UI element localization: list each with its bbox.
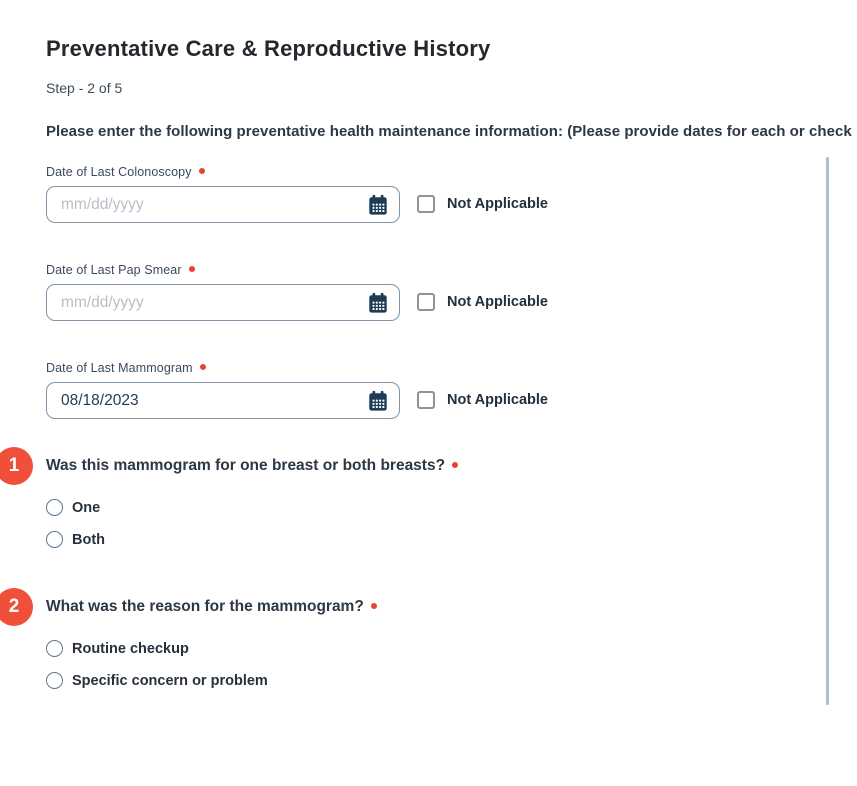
pap-smear-date-input[interactable] — [46, 284, 400, 321]
not-applicable-label: Not Applicable — [447, 294, 548, 310]
radio-option-specific-concern[interactable] — [46, 672, 268, 689]
date-input-wrap — [46, 284, 400, 321]
question-number-badge: 2 — [0, 588, 33, 626]
required-dot-icon — [189, 266, 195, 272]
page-title: Preventative Care & Reproductive History — [46, 36, 491, 61]
required-dot-icon — [371, 603, 377, 609]
date-input-wrap — [46, 382, 400, 419]
not-applicable-checkbox[interactable] — [417, 391, 435, 409]
calendar-icon — [367, 194, 389, 216]
field-mammogram — [46, 361, 806, 427]
radio-label: Routine checkup — [72, 640, 189, 657]
radio-label: One — [72, 499, 101, 516]
not-applicable-row — [417, 293, 548, 311]
radio-option-one[interactable] — [46, 499, 100, 516]
step-indicator: Step - 2 of 5 — [46, 80, 123, 96]
question-text: What was the reason for the mammogram? — [46, 598, 377, 616]
not-applicable-checkbox[interactable] — [417, 195, 435, 213]
field-colonoscopy — [46, 165, 806, 231]
scrollbar-thumb[interactable] — [826, 157, 829, 705]
question-number-badge: 1 — [0, 447, 33, 485]
calendar-button[interactable] — [366, 193, 390, 217]
radio-icon[interactable] — [46, 531, 63, 548]
calendar-button[interactable] — [366, 291, 390, 315]
radio-icon[interactable] — [46, 640, 63, 657]
radio-icon[interactable] — [46, 499, 63, 516]
colonoscopy-date-input[interactable] — [46, 186, 400, 223]
required-dot-icon — [452, 462, 458, 468]
not-applicable-row — [417, 195, 548, 213]
field-label: Date of Last Colonoscopy — [46, 165, 806, 179]
radio-icon[interactable] — [46, 672, 63, 689]
question-text: Was this mammogram for one breast or both breasts? — [46, 457, 458, 475]
form-instruction: Please enter the following preventative health maintenance information: (Please provide dates for each or check — [46, 123, 852, 140]
field-label: Date of Last Mammogram — [46, 361, 806, 375]
field-pap-smear — [46, 263, 806, 329]
radio-option-both[interactable] — [46, 531, 105, 548]
not-applicable-checkbox[interactable] — [417, 293, 435, 311]
not-applicable-label: Not Applicable — [447, 196, 548, 212]
required-dot-icon — [200, 364, 206, 370]
calendar-button[interactable] — [366, 389, 390, 413]
not-applicable-label: Not Applicable — [447, 392, 548, 408]
calendar-icon — [367, 292, 389, 314]
calendar-icon — [367, 390, 389, 412]
mammogram-date-input[interactable] — [46, 382, 400, 419]
not-applicable-row — [417, 391, 548, 409]
radio-label: Both — [72, 531, 106, 548]
required-dot-icon — [199, 168, 205, 174]
question-1 — [0, 447, 857, 557]
date-input-wrap — [46, 186, 400, 223]
field-label: Date of Last Pap Smear — [46, 263, 806, 277]
question-2 — [0, 588, 857, 698]
radio-label: Specific concern or problem — [72, 672, 268, 689]
radio-option-routine-checkup[interactable] — [46, 640, 189, 657]
